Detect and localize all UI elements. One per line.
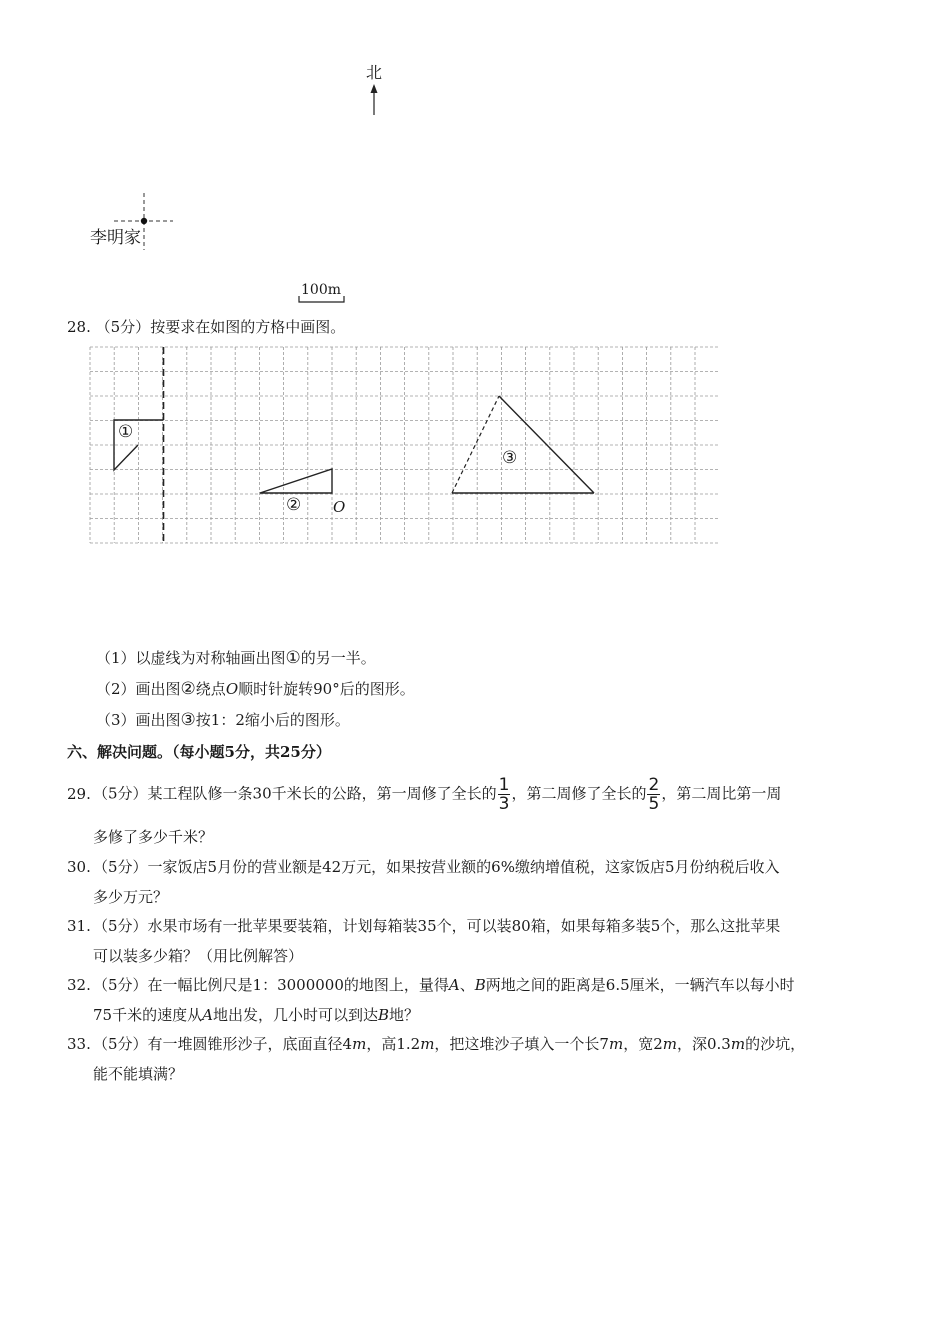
home-label: 李明家 xyxy=(90,228,141,248)
q33-text-f: 的沙坑， xyxy=(745,1035,806,1053)
q28-sub-1-suffix: 的另一半。 xyxy=(300,649,376,667)
q32-point-a: A xyxy=(448,976,460,994)
q31-line-2: 可以装多少箱？（用比例解答） xyxy=(93,947,304,965)
shape-3-left-dashed xyxy=(452,396,499,493)
scale-label: 100m xyxy=(301,282,341,298)
point-o-label: O xyxy=(333,498,346,516)
q31-number: 31. xyxy=(67,917,91,935)
q33-text-d: ，宽2 xyxy=(623,1035,663,1053)
q28-prompt: 按要求在如图的方格中画图。 xyxy=(150,318,346,336)
grid-svg xyxy=(88,345,718,547)
q33-line-2: 能不能填满？ xyxy=(93,1065,184,1083)
q29-text-a: （5分）某工程队修一条30千米长的公路，第一周修了全长的 xyxy=(93,784,497,803)
q28-sub-2-suffix: 顺时针旋转90°后的图形。 xyxy=(238,680,415,698)
q29-text-b: ，第二周修了全长的 xyxy=(511,784,647,803)
q33-text-e: ，深0.3 xyxy=(676,1035,731,1053)
q32-line-1 xyxy=(67,974,795,995)
q30-line-1 xyxy=(67,856,780,877)
q32-text-b: 两地之间的距离是6.5厘米，一辆汽车以每小时 xyxy=(485,976,795,994)
q28-sub-3 xyxy=(96,709,350,730)
q32-text-a: （5分）在一幅比例尺是1：3000000的地图上，量得 xyxy=(93,976,449,994)
q29-frac2-num: 2 xyxy=(648,775,660,795)
q33-text-c: ，把这堆沙子填入一个长7 xyxy=(434,1035,609,1053)
q28-number: 28. xyxy=(67,318,91,336)
q30-text: （5分）一家饭店5月份的营业额是42万元，如果按营业额的6%缴纳增值税，这家饭店5月份纳税后收入 xyxy=(93,858,780,876)
shape-2-triangle xyxy=(260,469,332,493)
q32-number: 32. xyxy=(67,976,91,994)
q32-sep: 、 xyxy=(459,976,475,994)
q28-score: （5分） xyxy=(95,318,151,336)
north-label: 北 xyxy=(366,63,383,82)
q31-line-1 xyxy=(67,915,780,936)
q29-frac2-den: 5 xyxy=(648,794,660,814)
q28-sub-3-prefix: （3）画出图 xyxy=(96,711,181,729)
map-figure xyxy=(0,0,950,310)
q30-number: 30. xyxy=(67,858,91,876)
q28-sub-2-mid: 绕点 xyxy=(195,680,226,698)
q28-sub-2-mark: ② xyxy=(180,679,196,699)
q29-frac1-den: 3 xyxy=(498,794,510,814)
q29-text-c: ，第二周比第一周 xyxy=(661,784,782,803)
dashed-grid xyxy=(90,347,718,543)
q33-text-b: ，高1.2 xyxy=(366,1035,421,1053)
q28-sub-2 xyxy=(96,678,415,699)
q32-text-d: 地出发，几小时可以到达 xyxy=(212,1006,378,1024)
q33-unit-4: m xyxy=(662,1035,677,1053)
q33-unit-5: m xyxy=(730,1035,746,1053)
q32-point-b-2: B xyxy=(377,1006,389,1024)
q28-sub-1 xyxy=(96,647,376,668)
q33-line-1 xyxy=(67,1033,805,1054)
q33-unit-1: m xyxy=(352,1035,367,1053)
q29-line-2: 多修了多少千米？ xyxy=(93,828,214,846)
q28-sub-2-prefix: （2）画出图 xyxy=(96,680,181,698)
q28-sub-3-mark: ③ xyxy=(180,710,196,730)
q29-fraction-1 xyxy=(498,776,511,813)
q32-point-b: B xyxy=(474,976,486,994)
section-6-title: 六、解决问题。（每小题5分，共25分） xyxy=(67,743,331,761)
q28-sub-1-mark: ① xyxy=(285,648,301,668)
q29-number: 29. xyxy=(67,784,91,803)
q28-sub-2-point: O xyxy=(225,680,239,698)
q30-line-2: 多少万元？ xyxy=(93,888,169,906)
q32-line-2 xyxy=(93,1004,419,1025)
shape-2-label: ② xyxy=(286,495,302,515)
q29-fraction-2 xyxy=(647,776,660,813)
shape-3-right xyxy=(499,396,594,493)
q28-sub-1-prefix: （1）以虚线为对称轴画出图 xyxy=(96,649,286,667)
q33-text-a: （5分）有一堆圆锥形沙子，底面直径4 xyxy=(93,1035,353,1053)
q32-text-c: 75千米的速度从 xyxy=(93,1006,203,1024)
q33-number: 33. xyxy=(67,1035,91,1053)
map-drawing xyxy=(0,0,950,310)
q33-unit-2: m xyxy=(420,1035,435,1053)
north-arrow-head xyxy=(371,84,378,93)
q29-frac1-num: 1 xyxy=(498,775,510,795)
q28-grid-figure xyxy=(88,345,718,547)
q31-text: （5分）水果市场有一批苹果要装箱，计划每箱装35个，可以装80箱，如果每箱多装5个，那么这批苹果 xyxy=(93,917,781,935)
q28-sub-3-suffix: 按1：2缩小后的图形。 xyxy=(195,711,350,729)
home-point xyxy=(141,218,147,224)
q32-text-e: 地？ xyxy=(388,1006,419,1024)
shape-3-label: ③ xyxy=(502,448,518,468)
q29-line-1 xyxy=(67,776,781,813)
q32-point-a-2: A xyxy=(202,1006,213,1024)
shape-1-label: ① xyxy=(118,422,134,442)
q33-unit-3: m xyxy=(608,1035,624,1053)
q28-header xyxy=(67,316,345,337)
